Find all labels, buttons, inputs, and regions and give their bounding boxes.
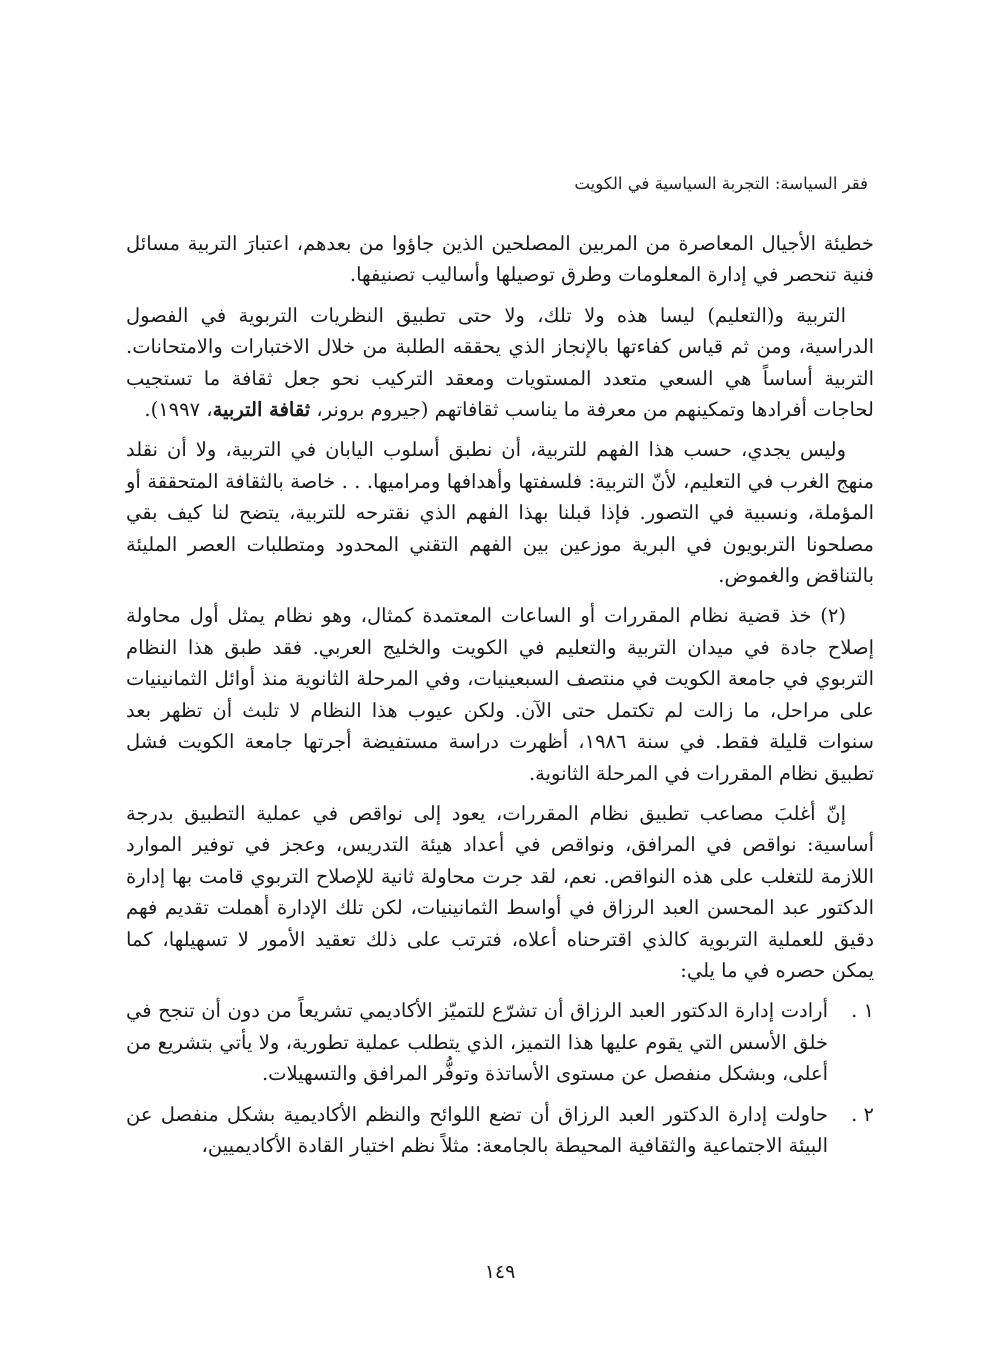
numbered-list [126,995,874,1161]
book-title: ثقافة التربية [212,398,311,422]
running-header: فقر السياسة: التجربة السياسية في الكويت [574,174,868,193]
paragraph-text: التربية و(التعليم) ليسا هذه ولا تلك، ولا حتى تطبيق النظريات التربوية في الفصول الدراسية، ومن ثم قياس كفاءتها بالإنجاز الذي يحققه الطلبة من خلال الاختبارات والامتحانات. التربية أساساً هي السعي متعدد المستويات ومعقد التركيب نحو جعل ثقافة ما تستجيب لحاجات أفرادها وتمكينهم من معرفة ما يناسب ثقافاتهم (جيروم برونر، [126,303,874,422]
citation-year: ، ١٩٩٧). [144,398,213,422]
list-item-text: أرادت إدارة الدكتور العبد الرزاق أن تشرّع للتميّز الأكاديمي تشريعاً من دون أن تنجح في خلق الأسس التي يقوم عليها هذا التميز، الذي يتطلب عملية تطورية، ولا يأتي بتشريع من أعلى، وبشكل منفصل عن مستوى الأساتذة وتوفُّر المرافق والتسهيلات. [126,999,828,1086]
paragraph-understanding: وليس يجدي، حسب هذا الفهم للتربية، أن نطبق أسلوب اليابان في التربية، ولا أن نقلد منهج الغرب في التعليم، لأنّ التربية: فلسفتها وأهدافها ومراميها. . . خاصة بالثقافة المتحققة أو المؤملة، ونسبية في التصور. فإذا قبلنا بهذا الفهم الذي نقترحه للتربية، يتضح لنا كيف بقي مصلحونا التربويون في البرية موزعين بين الفهم التقني المحدود ومتطلبات العصر المليئة بالتناقض والغموض. [126,438,874,588]
list-item-number: ٢ . [851,1102,874,1126]
page-number: ١٤٩ [484,1261,516,1283]
paragraph-course-system: (٢) خذ قضية نظام المقررات أو الساعات المعتمدة كمثال، وهو نظام يمثل أول محاولة إصلاح جادة في ميدان التربية والتعليم في الكويت والخليج العربي. فقد طبق هذا النظام التربوي في جامعة الكويت في منتصف السبعينيات، وفي المرحلة الثانوية منذ أوائل الثمانينيات على مراحل، ما زالت لم تكتمل حتى الآن. ولكن عيوب هذا النظام لا تلبث أن تظهر بعد سنوات قليلة فقط. في سنة ١٩٨٦، أظهرت دراسة مستفيضة أجرتها جامعة الكويت فشل تطبيق نظام المقررات في المرحلة الثانوية. [126,604,874,785]
paragraph-difficulties: إنّ أغلبَ مصاعب تطبيق نظام المقررات، يعود إلى نواقص في عملية التطبيق بدرجة أساسية: نواقص في المرافق، ونواقص في أعداد هيئة التدريس، وعجز في توفير الموارد اللازمة للتغلب على هذه النواقص. نعم، لقد جرت محاولة ثانية للإصلاح التربوي قامت بها إدارة الدكتور عبد المحسن العبد الرزاق في أواسط الثمانينيات، لكن تلك الإدارة أهملت تقديم فهم دقيق للعملية التربوية كالذي اقترحناه أعلاه، فترتب على ذلك تعقيد الأمور لا تسهيلها، كما يمكن حصره في ما يلي: [126,801,874,982]
paragraph-continued: خطيئة الأجيال المعاصرة من المربين المصلحين الذين جاؤوا من بعدهم، اعتبارَ التربية مسائل فنية تنحصر في إدارة المعلومات وطرق توصيلها وأساليب تصنيفها. [126,232,874,287]
paragraph-education-definition [126,300,874,426]
body-text [126,228,874,1170]
list-item-text: حاولت إدارة الدكتور العبد الرزاق أن تضع اللوائح والنظم الأكاديمية بشكل منفصل عن البيئة الاجتماعية والثقافية المحيطة بالجامعة: مثلاً نظم اختيار القادة الأكاديميين، [126,1102,828,1157]
list-item-number: ١ . [851,999,874,1023]
list-item [126,1099,874,1162]
list-item [126,995,874,1089]
